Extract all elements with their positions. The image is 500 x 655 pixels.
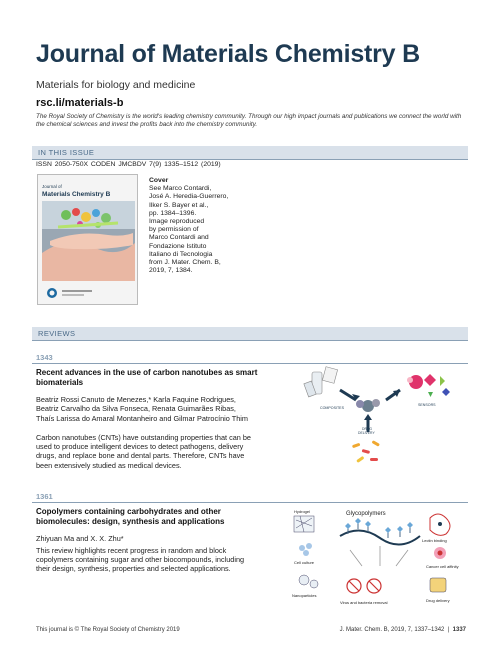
footer-divider: | <box>446 627 451 633</box>
issn-line: ISSN 2050-750X CODEN JMCBDV 7(9) 1335–1512 (2019) <box>36 161 221 168</box>
graphic-label-virus: Virus and bacteria removal <box>340 600 388 605</box>
article-authors: Beatriz Rossi Canuto de Menezes,* Karla Faquine Rodrigues, Beatriz Carvalho da Silva Fonseca, Renata Guimarães Ribas, Thaís Larissa do Amaral Montanheiro and Gilmar Patrocínio Thim <box>36 395 248 423</box>
graphic-label-cell-culture: Cell culture <box>294 560 315 565</box>
footer-citation-text: J. Mater. Chem. B, 2019, 7, 1337–1342 <box>339 627 445 633</box>
graphic-label-nanoparticles: Nanoparticles <box>292 593 317 598</box>
graphic-label-sensors: SENSORS <box>418 403 436 407</box>
article-divider <box>32 502 468 503</box>
cover-thumb-title-small: Journal of <box>42 184 62 189</box>
cover-image[interactable] <box>37 174 138 305</box>
article-page-number[interactable]: 1343 <box>36 353 53 362</box>
cover-caption <box>149 177 269 275</box>
footer-page-number: 1337 <box>452 627 466 633</box>
graphic-label-lectin: Lectin binding <box>422 538 447 543</box>
article-abstract: Carbon nanotubes (CNTs) have outstanding properties that can be used to produce intelligent devices to detect pathogens, delivery drugs, and replace bone and dental parts. Therefore, CNTs have been extensively studied as medical devices. <box>36 433 251 470</box>
article-authors: Zhiyuan Ma and X. X. Zhu* <box>36 534 124 543</box>
footer-citation <box>340 627 466 633</box>
graphic-label-cancer: Cancer cell affinity <box>426 564 459 569</box>
cover-illustration <box>38 175 138 305</box>
article-page-number[interactable]: 1361 <box>36 492 53 501</box>
cover-caption-head: Cover <box>149 177 169 184</box>
article-graphic-glycopolymers <box>290 506 465 614</box>
graphic-label-hydrogel: Hydrogel <box>294 509 311 514</box>
graphic-label-composites: COMPOSITES <box>320 406 344 410</box>
graphic-label-delivery: DELIVERY <box>358 431 375 435</box>
article-graphic-cnt <box>300 366 465 478</box>
cover-caption-body: See Marco Contardi, José A. Heredia-Guerrero, Ilker S. Bayer et al., pp. 1384–1396. Image reproduced by permission of Marco Contardi and Fondazione Istituto Italiano di Tecnologia from J. Mater. Chem. B, 2019, 7, 1384. <box>149 185 229 275</box>
journal-url[interactable]: rsc.li/materials-b <box>36 97 124 109</box>
journal-title: Journal of Materials Chemistry B <box>36 40 420 68</box>
article-title[interactable]: Recent advances in the use of carbon nanotubes as smart biomaterials <box>36 368 258 387</box>
graphic-label-drug-delivery: Drug delivery <box>426 598 450 603</box>
article-abstract: This review highlights recent progress in random and block copolymers containing sugar and other biocompounds, including their design, synthesis, properties and selected applications. <box>36 546 245 574</box>
rsc-blurb: The Royal Society of Chemistry is the world's leading chemistry community. Through our high impact journals and publications we connect the world with the chemical sciences and invest the profits back into the chemistry community. <box>36 113 462 128</box>
journal-subtitle: Materials for biology and medicine <box>36 79 196 91</box>
article-title[interactable]: Copolymers containing carbohydrates and other biomolecules: design, synthesis and applications <box>36 507 225 526</box>
graphic-label-drug: DRUG <box>362 427 372 431</box>
cover-thumb-title-big: Materials Chemistry B <box>42 191 111 198</box>
graphic-label-glycopolymers: Glycopolymers <box>346 511 386 517</box>
article-divider <box>32 363 468 364</box>
section-bar-in-this-issue: IN THIS ISSUE <box>32 146 468 160</box>
footer-copyright: This journal is © The Royal Society of Chemistry 2019 <box>36 627 180 633</box>
section-bar-reviews: REVIEWS <box>32 327 468 341</box>
